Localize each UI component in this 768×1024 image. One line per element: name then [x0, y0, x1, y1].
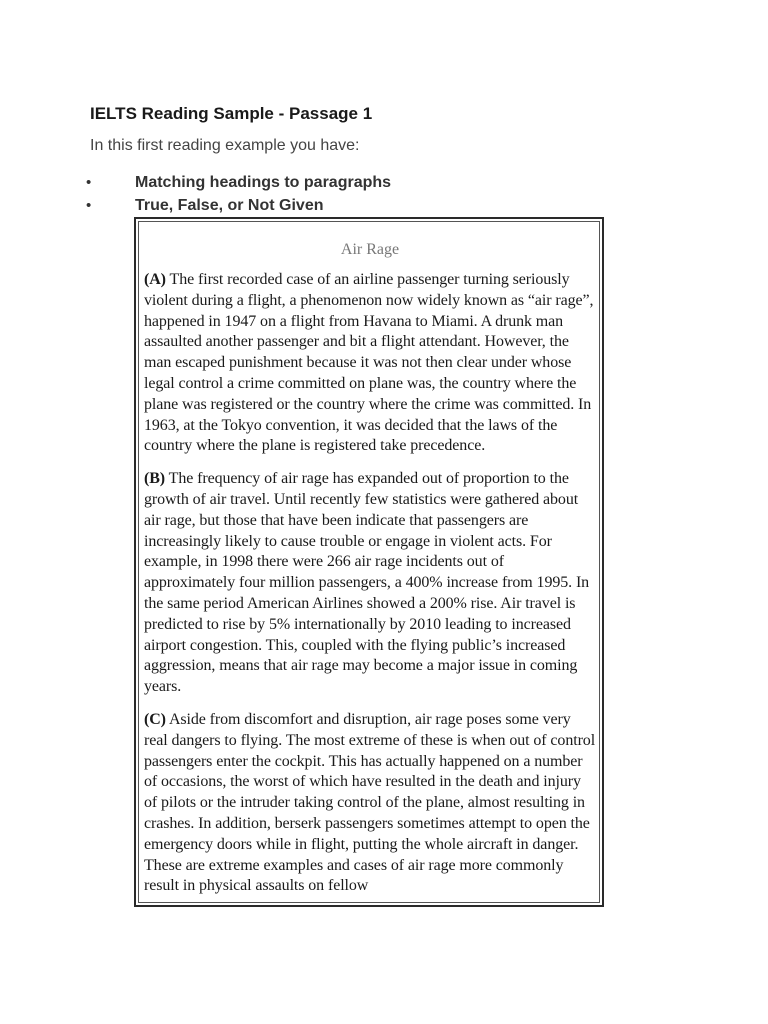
list-item-text: Matching headings to paragraphs [135, 174, 392, 191]
paragraph-text: The first recorded case of an airline passenger turning seriously violent during a flight, a phenomenon now widely known as “air rage”, happened in 1947 on a flight from Havana to Miami. A drunk man assaulted another passenger and bit a flight attendant. However, the man escaped punishment because it was not then clear under whose legal control a crime committed on plane was, the country where the plane was registered or the country where the crime was committed. In 1963, at the Tokyo convention, it was decided that the laws of the country where the plane is registered take precedence. [144, 271, 594, 455]
list-item [86, 195, 391, 218]
intro-text: In this first reading example you have: [90, 137, 360, 154]
paragraph-text: The frequency of air rage has expanded out of proportion to the growth of air travel. Until recently few statistics were gathered about air rage, but those that have been indicate that passengers are increasingly likely to cause trouble or engage in violent acts. For example, in 1998 there were 266 air rage incidents out of approximately four million passengers, a 400% increase from 1995. In the same period American Airlines showed a 200% rise. Air travel is predicted to rise by 5% internationally by 2010 leading to increased airport congestion. This, coupled with the flying public’s increased aggression, means that air rage may become a major issue in coming years. [144, 470, 590, 696]
paragraph-label: (B) [144, 470, 166, 488]
list-item [86, 172, 391, 195]
passage-title: Air Rage [340, 241, 400, 258]
bullet-icon: • [86, 197, 92, 214]
task-list [86, 172, 391, 218]
page-title: IELTS Reading Sample - Passage 1 [90, 104, 373, 123]
list-item-text: True, False, or Not Given [135, 197, 324, 214]
paragraph-label: (C) [144, 710, 166, 728]
paragraph-c [144, 710, 596, 897]
paragraph-text: Aside from discomfort and disruption, air rage poses some very real dangers to flying. The most extreme of these is when out of control passengers enter the cockpit. This has actually happened on a number of occasions, the worst of which have resulted in the death and injury of pilots or the intruder taking control of the plane, almost resulting in crashes. In addition, berserk passengers sometimes attempt to open the emergency doors while in flight, putting the whole aircraft in danger. These are extreme examples and cases of air rage more commonly result in physical assaults on fellow [144, 710, 596, 895]
passage-content [138, 221, 600, 903]
passage-box [134, 217, 604, 907]
bullet-icon: • [86, 174, 92, 191]
paragraph-b [144, 469, 596, 698]
paragraph-a [144, 270, 596, 457]
paragraph-label: (A) [144, 271, 166, 288]
